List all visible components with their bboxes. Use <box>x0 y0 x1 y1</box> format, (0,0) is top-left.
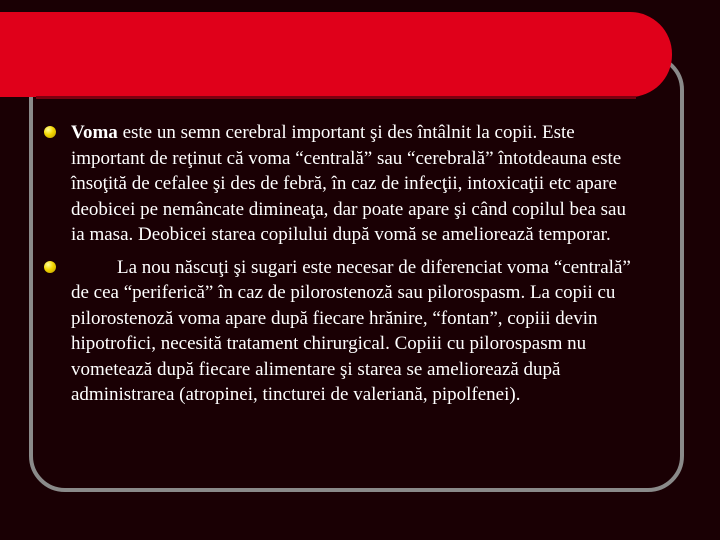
bullet-item-newborns <box>44 255 644 408</box>
title-bar <box>0 12 672 97</box>
title-underline <box>36 96 636 99</box>
bullet-dot-icon <box>44 261 56 273</box>
bullet-dot-icon <box>44 126 56 138</box>
bullet-item-voma <box>44 120 644 248</box>
bullet-lead-term: Voma <box>71 122 118 143</box>
bullet-text: este un semn cerebral important şi des întâlnit la copii. Este important de reţinut că voma “centrală” sau “cerebrală” întotdeauna este însoţită de cefalee şi des de febră, în caz de infecţii, intoxicaţii etc apare deobicei pe nemâncate dimineaţa, dar poate apare şi când copilul bea sau ia masa. Deobicei starea copilului după vomă se ameliorează temporar. <box>71 122 626 245</box>
bullet-text: La nou născuţi şi sugari este necesar de diferenciat voma “centrală” de cea “periferică” în caz de pilorostenoză sau pilorospasm. La copii cu pilorostenoză voma apare după fiecare hrănire, “fontan”, copiii devin hipotrofici, necesită tratament chirurgical. Copiii cu pilorospasm nu vometează după fiecare alimentare şi starea se ameliorează după administrarea (atropinei, tincturei de valeriană, pipolfenei). <box>71 256 631 405</box>
bullet-list <box>44 120 644 415</box>
